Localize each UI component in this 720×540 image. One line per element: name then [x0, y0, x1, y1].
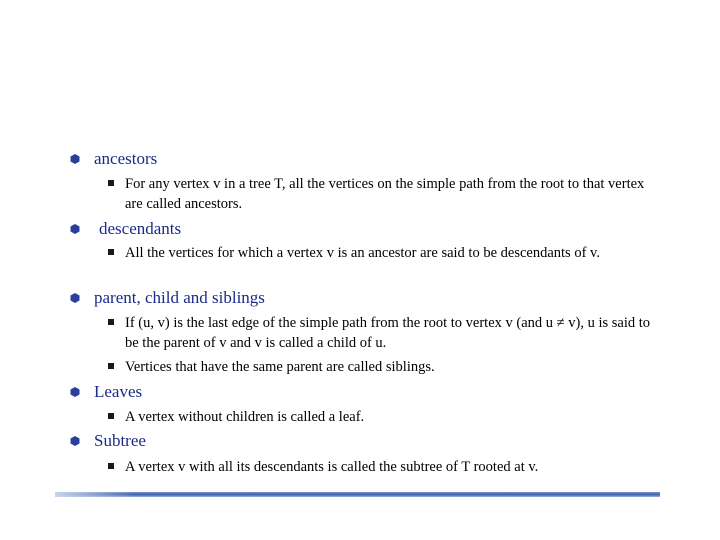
hexagon-bullet-icon: [70, 387, 80, 397]
topic-label: Subtree: [94, 431, 146, 450]
footer-divider: [55, 492, 660, 497]
topic-label: parent, child and siblings: [94, 288, 265, 307]
subitem-text: A vertex without children is called a leaf.: [125, 409, 365, 425]
hexagon-bullet-icon: [70, 436, 80, 446]
footer-divider-fade: [55, 492, 135, 497]
topic-label: ancestors: [94, 149, 158, 168]
subitem-text: A vertex v with all its descendants is called the subtree of T rooted at v.: [125, 459, 539, 475]
subitem-text: If (u, v) is the last edge of the simple path from the root to vertex v (and u ≠ v), u is said to be the parent of v and v is called a child of u.: [125, 315, 651, 351]
square-bullet-icon: [108, 363, 114, 369]
hexagon-bullet-icon: [70, 154, 80, 164]
square-bullet-icon: [108, 249, 114, 255]
square-bullet-icon: [108, 413, 114, 419]
subitem-text: Vertices that have the same parent are called siblings.: [125, 359, 435, 375]
subitem-text: For any vertex v in a tree T, all the vertices on the simple path from the root to that vertex are called ancestors.: [125, 176, 645, 212]
hexagon-bullet-icon: [70, 293, 80, 303]
subitem-text: All the vertices for which a vertex v is an ancestor are said to be descendants of v.: [125, 245, 600, 261]
square-bullet-icon: [108, 319, 114, 325]
square-bullet-icon: [108, 463, 114, 469]
topic-label: descendants: [99, 219, 182, 238]
topic-label: Leaves: [94, 382, 143, 401]
square-bullet-icon: [108, 180, 114, 186]
hexagon-bullet-icon: [70, 224, 80, 234]
